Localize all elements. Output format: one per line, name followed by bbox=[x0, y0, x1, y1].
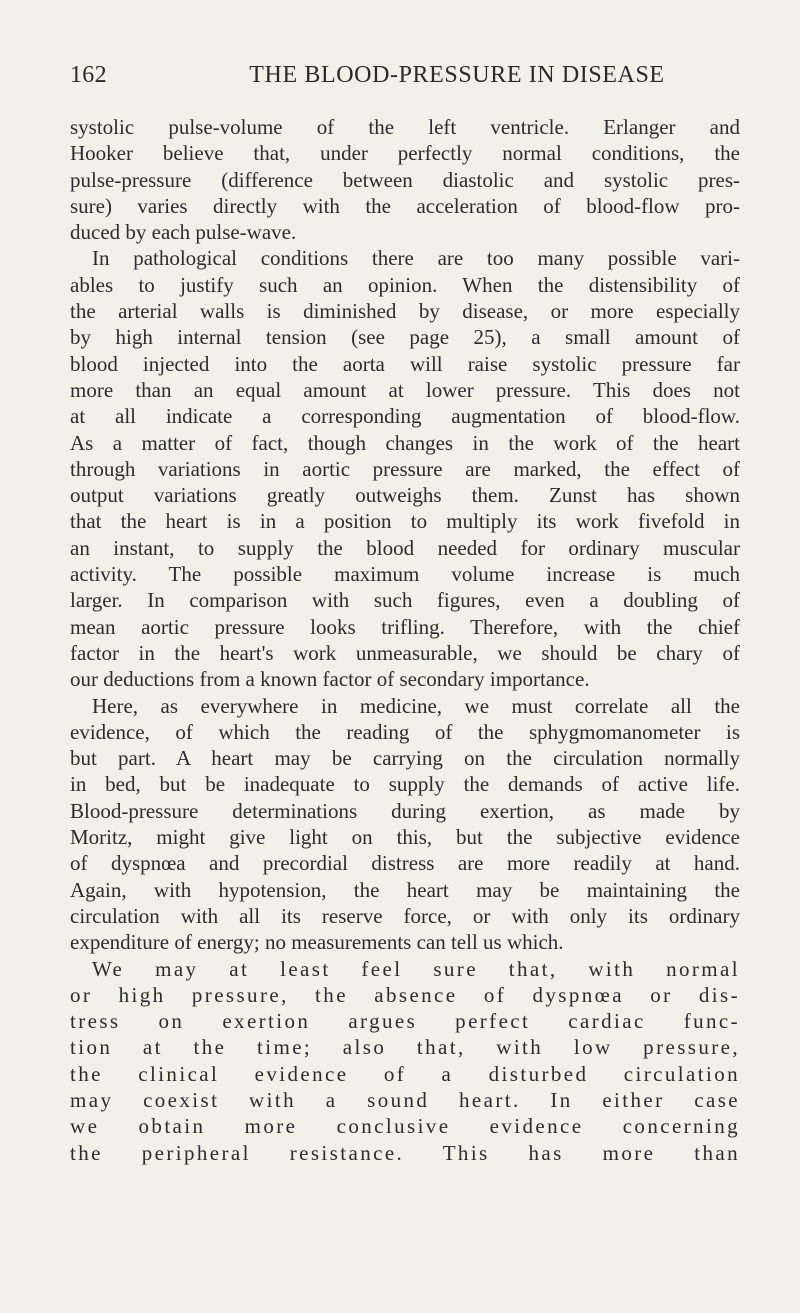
text-line: sure) varies directly with the acceleration of blood-flow pro- bbox=[70, 193, 740, 218]
text-line: blood injected into the aorta will raise systolic pressure far bbox=[70, 351, 740, 376]
text-line: an instant, to supply the blood needed for ordinary muscular bbox=[70, 535, 740, 560]
text-line: the peripheral resistance. This has more than bbox=[70, 1140, 740, 1165]
text-line: ables to justify such an opinion. When the distensibility of bbox=[70, 272, 740, 297]
text-line: more than an equal amount at lower pressure. This does not bbox=[70, 377, 740, 402]
text-line: output variations greatly outweighs them. Zunst has shown bbox=[70, 483, 740, 508]
text-line: Here, as everywhere in medicine, we must correlate all the bbox=[92, 693, 740, 718]
text-line: As a matter of fact, though changes in the work of the heart bbox=[70, 430, 740, 455]
text-line: may coexist with a sound heart. In either case bbox=[70, 1087, 740, 1112]
text-line: the clinical evidence of a disturbed circulation bbox=[70, 1061, 740, 1086]
text-line: through variations in aortic pressure are marked, the effect of bbox=[70, 456, 740, 481]
text-line: systolic pulse-volume of the left ventricle. Erlanger and bbox=[70, 115, 740, 139]
text-line: but part. A heart may be carrying on the circulation normally bbox=[70, 746, 740, 771]
text-line: circulation with all its reserve force, or with only its ordinary bbox=[70, 903, 740, 928]
text-line: by high internal tension (see page 25), a small amount of bbox=[70, 325, 740, 350]
text-line: the arterial walls is diminished by disease, or more especially bbox=[70, 299, 740, 324]
page-header bbox=[70, 62, 750, 92]
text-line: larger. In comparison with such figures, even a doubling of bbox=[70, 588, 740, 613]
text-line: activity. The possible maximum volume increase is much bbox=[70, 562, 740, 587]
text-line: tion at the time; also that, with low pressure, bbox=[70, 1035, 740, 1060]
page-number: 162 bbox=[70, 62, 107, 88]
text-line: at all indicate a corresponding augmentation of blood-flow. bbox=[70, 404, 740, 429]
text-line: or high pressure, the absence of dyspnœa or dis- bbox=[70, 982, 740, 1007]
text-line: our deductions from a known factor of secondary importance. bbox=[70, 667, 590, 692]
text-line: factor in the heart's work unmeasurable, we should be chary of bbox=[70, 640, 740, 665]
text-line: of dyspnœa and precordial distress are more readily at hand. bbox=[70, 851, 740, 876]
running-title: THE BLOOD-PRESSURE IN DISEASE bbox=[249, 62, 665, 88]
text-line: pulse-pressure (difference between diastolic and systolic pres- bbox=[70, 167, 740, 192]
text-line: Blood-pressure determinations during exertion, as made by bbox=[70, 798, 740, 823]
text-line: duced by each pulse-wave. bbox=[70, 220, 297, 245]
text-line: evidence, of which the reading of the sphygmomanometer is bbox=[70, 719, 740, 744]
text-line: In pathological conditions there are too many possible vari- bbox=[92, 246, 740, 271]
body-text bbox=[70, 114, 740, 1166]
text-line: Moritz, might give light on this, but the subjective evidence bbox=[70, 825, 740, 850]
text-line: that the heart is in a position to multiply its work fivefold in bbox=[70, 509, 740, 534]
text-line: expenditure of energy; no measurements can tell us which. bbox=[70, 930, 564, 955]
text-line: Hooker believe that, under perfectly normal conditions, the bbox=[70, 141, 740, 166]
text-line: tress on exertion argues perfect cardiac func- bbox=[70, 1009, 740, 1034]
text-line: we obtain more conclusive evidence concerning bbox=[70, 1114, 740, 1139]
text-line: in bed, but be inadequate to supply the demands of active life. bbox=[70, 772, 740, 797]
text-line: Again, with hypotension, the heart may be maintaining the bbox=[70, 877, 740, 902]
text-line: mean aortic pressure looks trifling. Therefore, with the chief bbox=[70, 614, 740, 639]
text-line: We may at least feel sure that, with normal bbox=[92, 956, 740, 981]
